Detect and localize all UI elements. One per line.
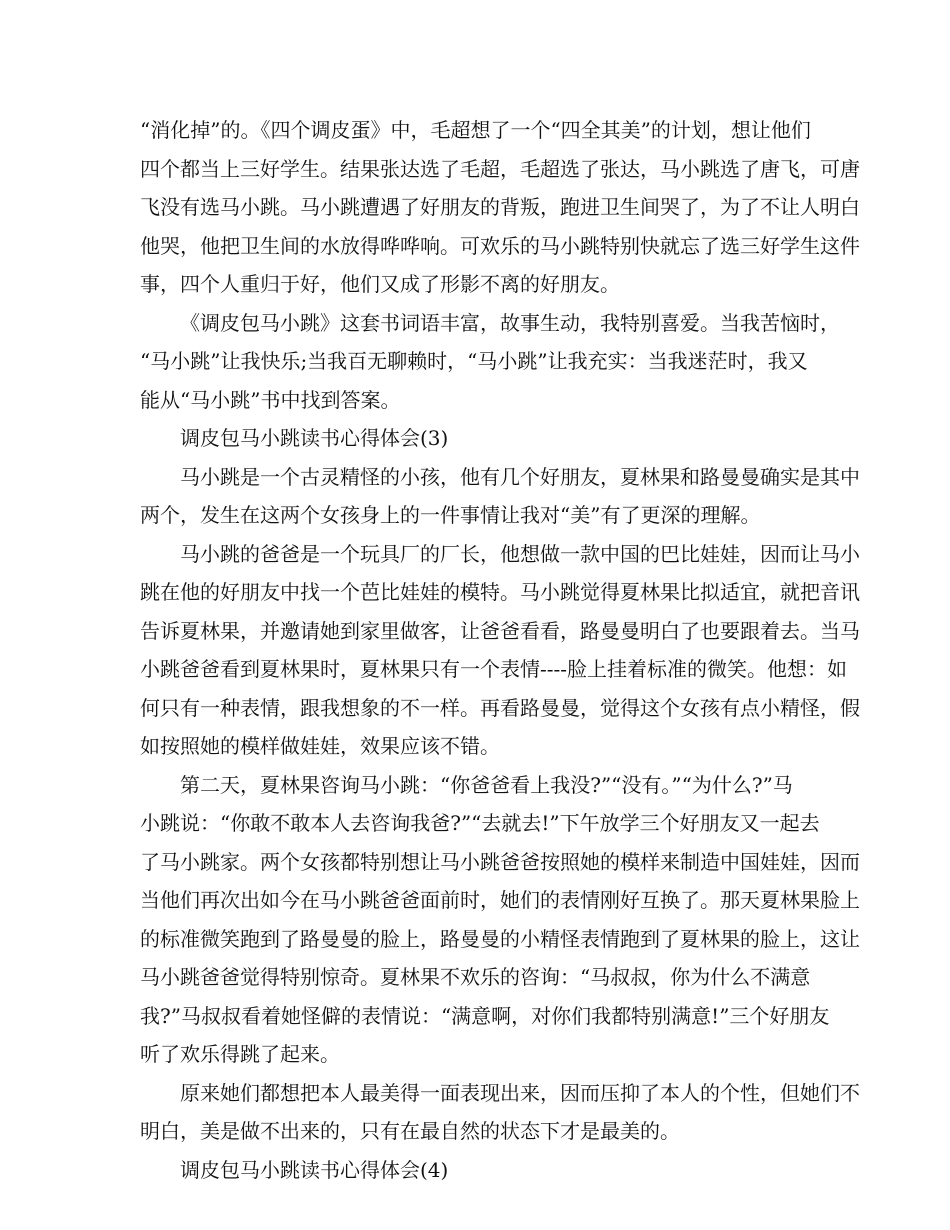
text-line: 两个，发生在这两个女孩身上的一件事情让我对“美”有了更深的理解。 (140, 503, 761, 527)
text-line: 的标准微笑跑到了路曼曼的脸上，路曼曼的小精怪表情跑到了夏林果的脸上，这让 (140, 926, 860, 951)
text-line: 如按照她的模样做娃娃，效果应该不错。 (140, 734, 500, 758)
text-line: 当他们再次出如今在马小跳爸爸面前时，她们的表情刚好互换了。那天夏林果脸上 (140, 888, 860, 912)
text-line: 了马小跳家。两个女孩都特别想让马小跳爸爸按照她的模样来制造中国娃娃，因而 (140, 849, 860, 874)
text-line: 飞没有选马小跳。马小跳遭遇了好朋友的背叛，跑进卫生间哭了，为了不让人明白 (140, 195, 860, 219)
text-line: 跳在他的好朋友中找一个芭比娃娃的模特。马小跳觉得夏林果比拟适宜，就把音讯 (140, 580, 860, 604)
text-line: 马小跳是一个古灵精怪的小孩，他有几个好朋友，夏林果和路曼曼确实是其中 (180, 464, 860, 489)
text-line: 事，四个人重归于好，他们又成了形影不离的好朋友。 (140, 272, 620, 296)
text-line: 小跳爸爸看到夏林果时，夏林果只有一个表情----脸上挂着标准的微笑。他想：如 (140, 657, 848, 681)
text-line: 四个都当上三好学生。结果张达选了毛超，毛超选了张达，马小跳选了唐飞，可唐 (140, 156, 860, 181)
section-heading: 调皮包马小跳读书心得体会(4) (180, 1157, 449, 1182)
text-line: 原来她们都想把本人最美得一面表现出来，因而压抑了本人的个性，但她们不 (180, 1080, 860, 1105)
text-line: 我?”马叔叔看着她怪僻的表情说：“满意啊，对你们我都特别满意!”三个好朋友 (140, 1003, 830, 1028)
text-line: 告诉夏林果，并邀请她到家里做客，让爸爸看看，路曼曼明白了也要跟着去。当马 (140, 618, 860, 643)
text-line: 听了欢乐得跳了起来。 (140, 1042, 340, 1066)
text-line: 马小跳爸爸觉得特别惊奇。夏林果不欢乐的咨询：“马叔叔，你为什么不满意 (140, 965, 811, 989)
text-line: “马小跳”让我快乐;当我百无聊赖时，“马小跳”让我充实：当我迷茫时，我又 (140, 349, 808, 373)
text-line: 他哭，他把卫生间的水放得哗哗响。可欢乐的马小跳特别快就忘了选三好学生这件 (140, 233, 860, 258)
text-line: 明白，美是做不出来的，只有在最自然的状态下才是最美的。 (140, 1119, 680, 1143)
text-line: 第二天，夏林果咨询马小跳：“你爸爸看上我没?”“没有。”“为什么?”马 (180, 772, 793, 797)
text-line: 小跳说：“你敢不敢本人去咨询我爸?”“去就去!”下午放学三个好朋友又一起去 (140, 811, 820, 835)
text-line: 能从“马小跳”书中找到答案。 (140, 387, 401, 412)
text-line: 何只有一种表情，跟我想象的不一样。再看路曼曼，觉得这个女孩有点小精怪，假 (140, 695, 860, 720)
text-line: 《调皮包马小跳》这套书词语丰富，故事生动，我特别喜爱。当我苦恼时， (180, 310, 840, 335)
text-line: “消化掉”的。《四个调皮蛋》中，毛超想了一个“四全其美”的计划，想让他们 (140, 118, 811, 142)
text-line: 马小跳的爸爸是一个玩具厂的厂长，他想做一款中国的巴比娃娃，因而让马小 (180, 541, 860, 566)
section-heading: 调皮包马小跳读书心得体会(3) (180, 426, 449, 450)
